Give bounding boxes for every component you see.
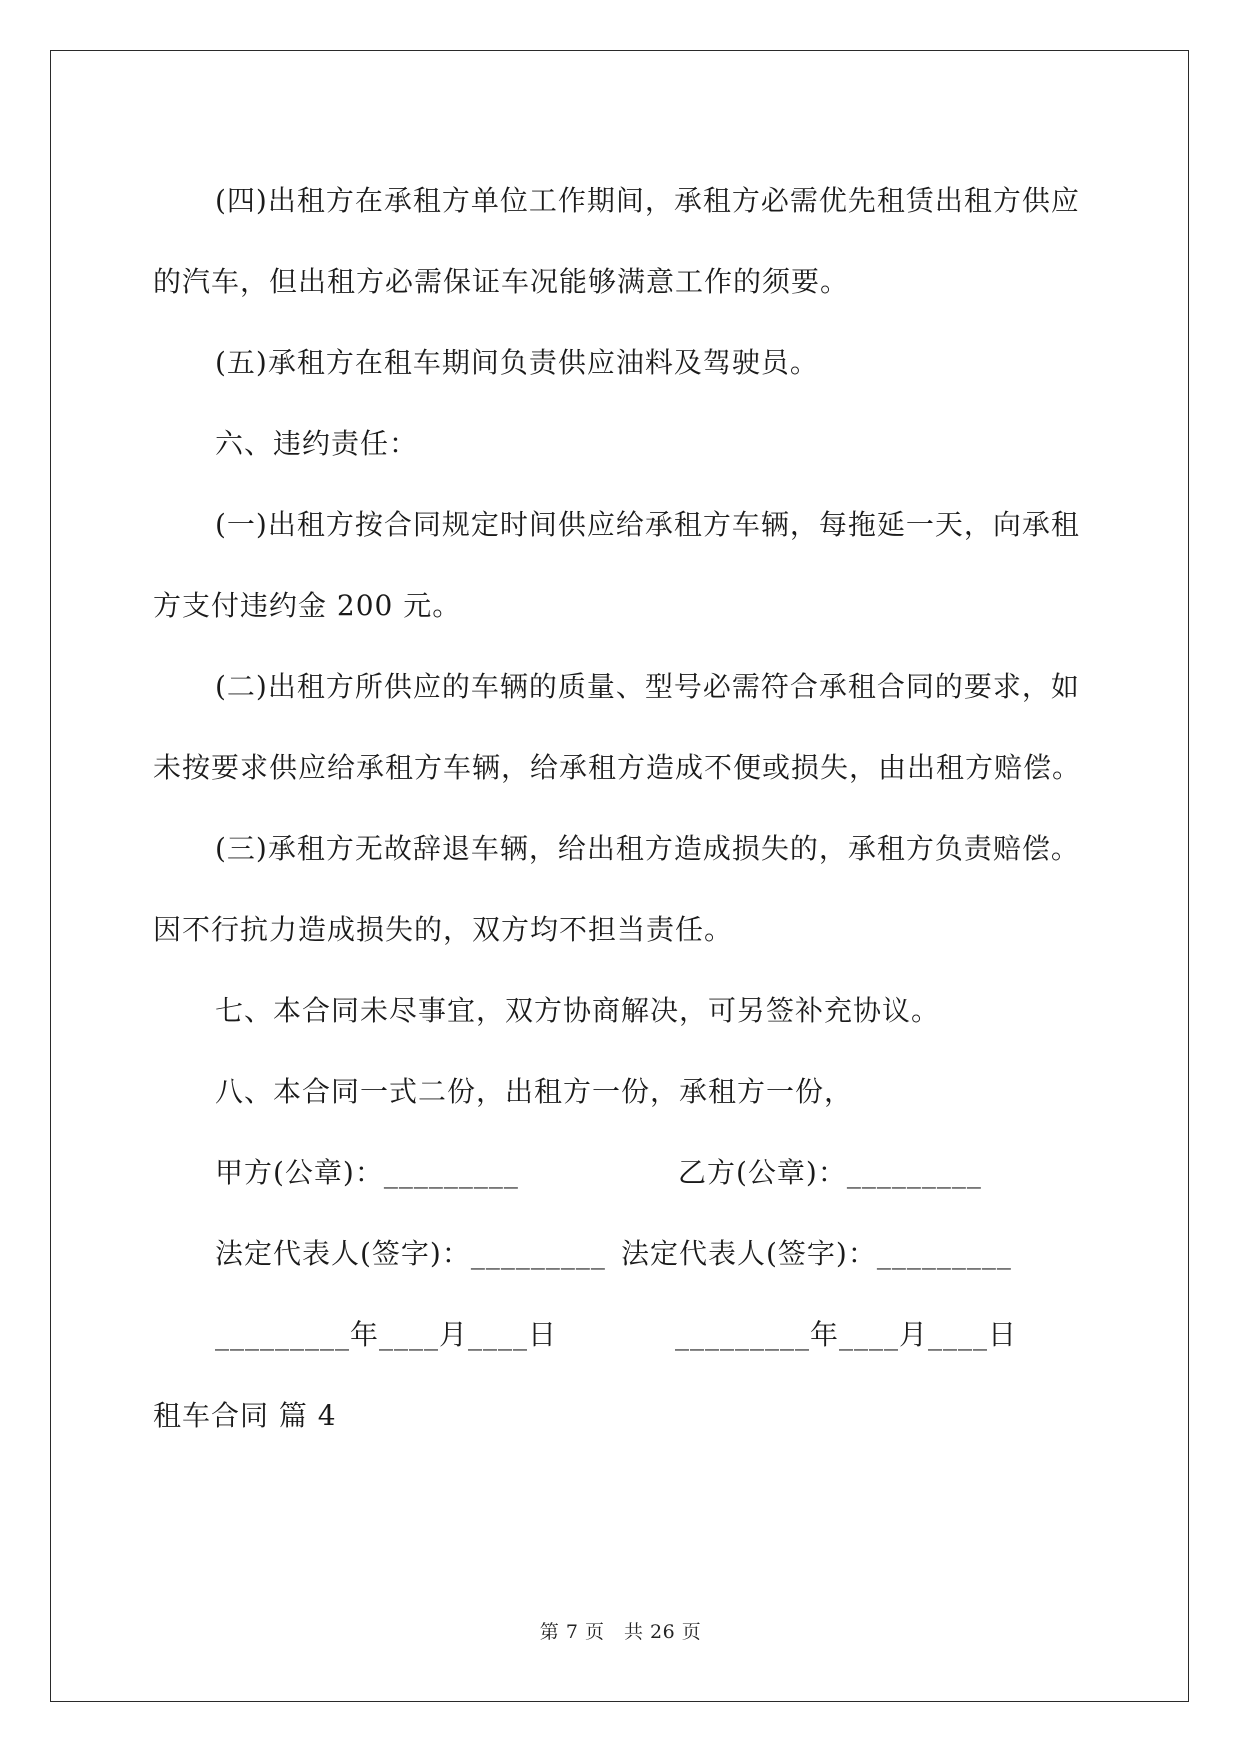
page-number-footer: 第 7 页 共 26 页 xyxy=(539,1621,702,1643)
signature-row-date xyxy=(153,1294,1088,1375)
paragraph-breach-2: (二)出租方所供应的车辆的质量、型号必需符合承租合同的要求，如未按要求供应给承租方车辆，给承租方造成不便或损失，由出租方赔偿。 xyxy=(153,670,1082,784)
section-heading: 租车合同 篇 4 xyxy=(153,1399,337,1432)
party-b-date-line: _________年____月____日 xyxy=(675,1318,1018,1351)
party-b-representative-line: 法定代表人(签字)：_________ xyxy=(621,1237,1012,1270)
paragraph-clause-5: (五)承租方在租车期间负责供应油料及驾驶员。 xyxy=(215,346,819,379)
heading-breach-liability: 六、违约责任： xyxy=(215,427,419,460)
signature-row-seal xyxy=(153,1132,1088,1213)
signature-row-representative xyxy=(153,1213,1088,1294)
document-body xyxy=(153,160,1088,1456)
paragraph-clause-8: 八、本合同一式二份，出租方一份，承租方一份， xyxy=(215,1075,854,1108)
party-b-seal-line: 乙方(公章)：_________ xyxy=(678,1156,982,1189)
paragraph-clause-4: (四)出租方在承租方单位工作期间，承租方必需优先租赁出租方供应的汽车，但出租方必需保证车况能够满意工作的须要。 xyxy=(153,184,1080,298)
paragraph-breach-3: (三)承租方无故辞退车辆，给出租方造成损失的，承租方负责赔偿。因不行抗力造成损失的，双方均不担当责任。 xyxy=(153,832,1080,946)
party-a-representative-line: 法定代表人(签字)：_________ xyxy=(215,1237,606,1270)
party-a-seal-line: 甲方(公章)：_________ xyxy=(215,1156,519,1189)
party-a-date-line: _________年____月____日 xyxy=(215,1318,558,1351)
paragraph-clause-7: 七、本合同未尽事宜，双方协商解决，可另签补充协议。 xyxy=(215,994,941,1027)
paragraph-breach-1: (一)出租方按合同规定时间供应给承租方车辆，每拖延一天，向承租方支付违约金 200 元。 xyxy=(153,508,1080,622)
